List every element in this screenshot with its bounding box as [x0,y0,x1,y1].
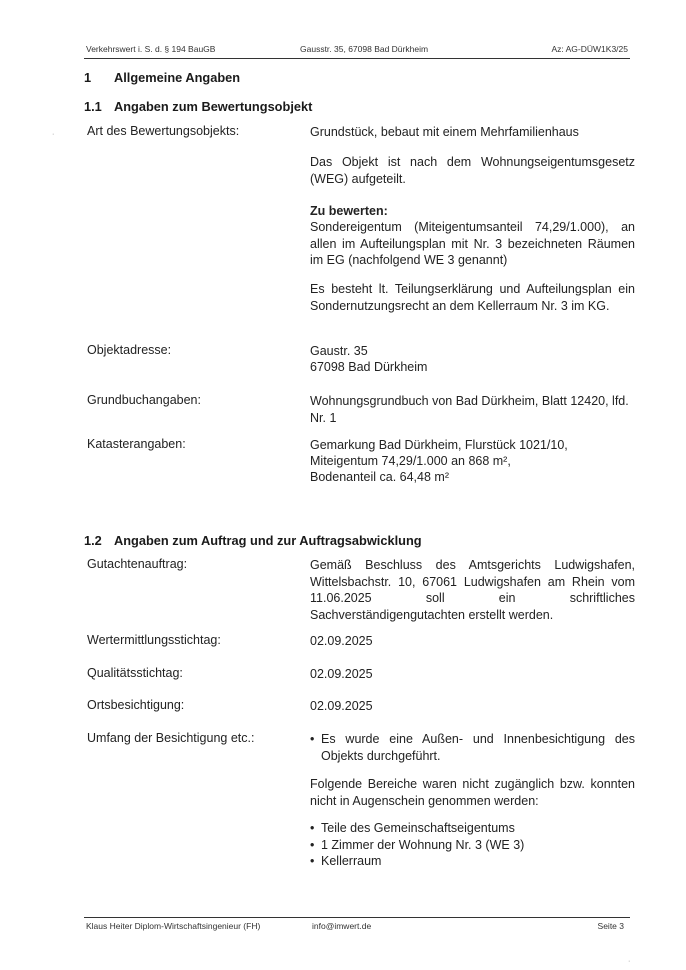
footer-left: Klaus Heiter Diplom-Wirtschaftsingenieur (FH) [86,921,261,931]
value-grundbuch: Wohnungsgrundbuch von Bad Dürkheim, Blatt 12420, lfd. Nr. 1 [310,394,629,425]
value-umfang-list [310,731,635,764]
value-art-p3: Sondereigentum (Miteigentumsanteil 74,29/1.000), an allen im Aufteilungsplan mit Nr. 3 bezeichneten Räumen im EG (nachfolgend WE 3 genannt) [310,220,635,267]
header-left: Verkehrswert i. S. d. § 194 BauGB [86,44,216,54]
value-art-p1: Grundstück, bebaut mit einem Mehrfamilienhaus [310,125,579,139]
section-1-title: Allgemeine Angaben [114,70,241,85]
page-footer [84,921,630,935]
list-item: • 1 Zimmer der Wohnung Nr. 3 (WE 3) [310,837,635,854]
label-ortsbesichtigung: Ortsbesichtigung: [87,698,185,712]
section-1-2-heading [84,533,422,548]
section-1-1-title: Angaben zum Bewertungsobjekt [114,99,313,114]
footer-email: info@imwert.de [312,921,372,931]
value-ortsbesichtigung: 02.09.2025 [310,699,373,713]
label-umfang: Umfang der Besichtigung etc.: [87,731,255,745]
value-wertermittlungsstichtag: 02.09.2025 [310,634,373,648]
section-1-1-number: 1.1 [84,99,102,114]
list-item: • Kellerraum [310,853,635,870]
value-umfang-items [310,820,635,870]
value-kataster-line2: Miteigentum 74,29/1.000 an 868 m², [310,454,511,468]
value-art-p2: Das Objekt ist nach dem Wohnungseigentumsgesetz (WEG) aufgeteilt. [310,155,635,186]
value-umfang-intro: Folgende Bereiche waren nicht zugänglich bzw. konnten nicht in Augenschein genommen werden: [310,777,635,808]
section-1-2-number: 1.2 [84,533,102,548]
value-adresse-line2: 67098 Bad Dürkheim [310,360,428,374]
label-gutachtenauftrag: Gutachtenauftrag: [87,557,188,571]
section-1-number: 1 [84,70,92,85]
footer-page-number: Seite 3 [597,921,624,931]
header-right: Az: AG-DÜW1K3/25 [551,44,628,54]
value-kataster-line1: Gemarkung Bad Dürkheim, Flurstück 1021/10, [310,438,568,452]
header-rule [84,58,630,59]
value-art-p4: Es besteht lt. Teilungserklärung und Aufteilungsplan ein Sondernutzungsrecht an dem Kellerraum Nr. 3 im KG. [310,282,635,313]
value-qualitaetsstichtag: 02.09.2025 [310,667,373,681]
value-kataster-line3: Bodenanteil ca. 64,48 m² [310,470,449,484]
umfang-bullet: • Es wurde eine Außen- und Innenbesichtigung des Objekts durchgeführt. [310,731,635,764]
header-center: Gausstr. 35, 67098 Bad Dürkheim [300,44,429,54]
scan-speck: · [52,131,55,138]
label-adresse: Objektadresse: [87,343,172,357]
label-art: Art des Bewertungsobjekts: [87,124,240,138]
footer-rule [84,917,630,918]
section-1-1-heading [84,99,312,114]
list-item: • Teile des Gemeinschaftseigentums [310,820,635,837]
section-1-2-title: Angaben zum Auftrag und zur Auftragsabwicklung [114,533,422,548]
page-header [84,42,630,58]
label-kataster: Katasterangaben: [87,437,186,451]
value-art-heading: Zu bewerten: [310,204,388,218]
label-wertermittlungsstichtag: Wertermittlungsstichtag: [87,633,221,647]
value-gutachtenauftrag: Gemäß Beschluss des Amtsgerichts Ludwigshafen, Wittelsbachstr. 10, 67061 Ludwigshafen am Rhein vom 11.06.2025 soll ein schriftliches Sachverständigengutachten erstellt werden. [310,558,635,622]
scan-speck: · [628,958,631,965]
label-grundbuch: Grundbuchangaben: [87,393,201,407]
label-qualitaetsstichtag: Qualitätsstichtag: [87,666,183,680]
value-adresse-line1: Gaustr. 35 [310,344,368,358]
section-1-heading [84,70,240,85]
